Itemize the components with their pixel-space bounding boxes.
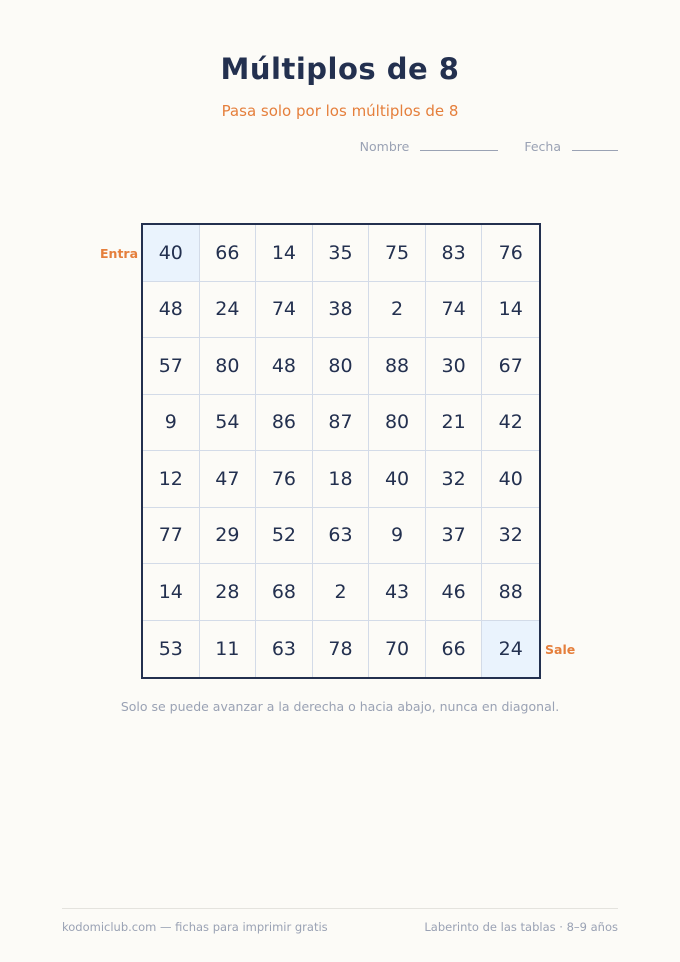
page-title: Múltiplos de 8	[220, 52, 460, 86]
maze-cell[interactable]: 12	[143, 451, 200, 508]
maze-cell[interactable]: 66	[200, 225, 257, 282]
maze-cell[interactable]: 74	[426, 282, 483, 339]
maze-cell[interactable]: 57	[143, 338, 200, 395]
maze-cell[interactable]: 63	[256, 621, 313, 678]
maze-cell[interactable]: 86	[256, 395, 313, 452]
maze-cell[interactable]: 24	[200, 282, 257, 339]
name-date-fields	[360, 139, 618, 154]
maze-cell[interactable]: 35	[313, 225, 370, 282]
maze-cell[interactable]: 80	[313, 338, 370, 395]
maze-cell[interactable]: 42	[482, 395, 539, 452]
maze-entry-label: Entra	[100, 246, 139, 261]
maze-cell[interactable]: 9	[369, 508, 426, 565]
maze-cell[interactable]: 40	[369, 451, 426, 508]
maze-cell[interactable]: 78	[313, 621, 370, 678]
maze-cell[interactable]: 38	[313, 282, 370, 339]
maze-cell[interactable]: 2	[313, 564, 370, 621]
footer-divider	[62, 908, 618, 909]
maze-cell[interactable]: 63	[313, 508, 370, 565]
maze-cell[interactable]: 14	[256, 225, 313, 282]
maze-cell[interactable]: 74	[256, 282, 313, 339]
maze-cell[interactable]: 46	[426, 564, 483, 621]
maze-instructions: Solo se puede avanzar a la derecha o hacia abajo, nunca en diagonal.	[120, 699, 560, 714]
maze-cell[interactable]: 37	[426, 508, 483, 565]
maze-cell[interactable]: 75	[369, 225, 426, 282]
maze-cell[interactable]: 76	[256, 451, 313, 508]
footer-site: kodomiclub.com — fichas para imprimir gratis	[62, 920, 328, 934]
maze-cell[interactable]: 14	[143, 564, 200, 621]
maze-cell[interactable]: 77	[143, 508, 200, 565]
maze-cell[interactable]: 43	[369, 564, 426, 621]
maze-cell[interactable]: 24	[482, 621, 539, 678]
name-blank-line[interactable]	[420, 149, 498, 151]
date-label: Fecha	[524, 139, 561, 154]
maze-cell[interactable]: 30	[426, 338, 483, 395]
maze-cell[interactable]: 29	[200, 508, 257, 565]
maze-cell[interactable]: 9	[143, 395, 200, 452]
maze-cell[interactable]: 11	[200, 621, 257, 678]
maze-cell[interactable]: 40	[482, 451, 539, 508]
maze-cell[interactable]: 28	[200, 564, 257, 621]
name-label: Nombre	[359, 139, 410, 154]
maze-cell[interactable]: 54	[200, 395, 257, 452]
maze-cell[interactable]: 2	[369, 282, 426, 339]
maze-cell[interactable]: 87	[313, 395, 370, 452]
maze-cell[interactable]: 83	[426, 225, 483, 282]
footer-series: Laberinto de las tablas · 8–9 años	[424, 920, 618, 934]
maze-cell[interactable]: 40	[143, 225, 200, 282]
maze-cell[interactable]: 48	[143, 282, 200, 339]
maze-cell[interactable]: 68	[256, 564, 313, 621]
maze-cell[interactable]: 88	[482, 564, 539, 621]
maze-grid	[141, 223, 541, 679]
maze-cell[interactable]: 66	[426, 621, 483, 678]
maze-exit-label: Sale	[545, 642, 576, 657]
page-subtitle: Pasa solo por los múltiplos de 8	[221, 102, 459, 120]
maze-cell[interactable]: 48	[256, 338, 313, 395]
maze-cell[interactable]: 21	[426, 395, 483, 452]
date-blank-line[interactable]	[572, 149, 618, 151]
maze-cell[interactable]: 53	[143, 621, 200, 678]
maze-cell[interactable]: 52	[256, 508, 313, 565]
maze-cell[interactable]: 47	[200, 451, 257, 508]
maze-cell[interactable]: 14	[482, 282, 539, 339]
maze-cell[interactable]: 18	[313, 451, 370, 508]
maze-cell[interactable]: 32	[426, 451, 483, 508]
maze-cell[interactable]: 32	[482, 508, 539, 565]
maze-cell[interactable]: 76	[482, 225, 539, 282]
maze-cell[interactable]: 88	[369, 338, 426, 395]
maze-cell[interactable]: 70	[369, 621, 426, 678]
maze-cell[interactable]: 80	[200, 338, 257, 395]
maze-cell[interactable]: 67	[482, 338, 539, 395]
maze-cell[interactable]: 80	[369, 395, 426, 452]
